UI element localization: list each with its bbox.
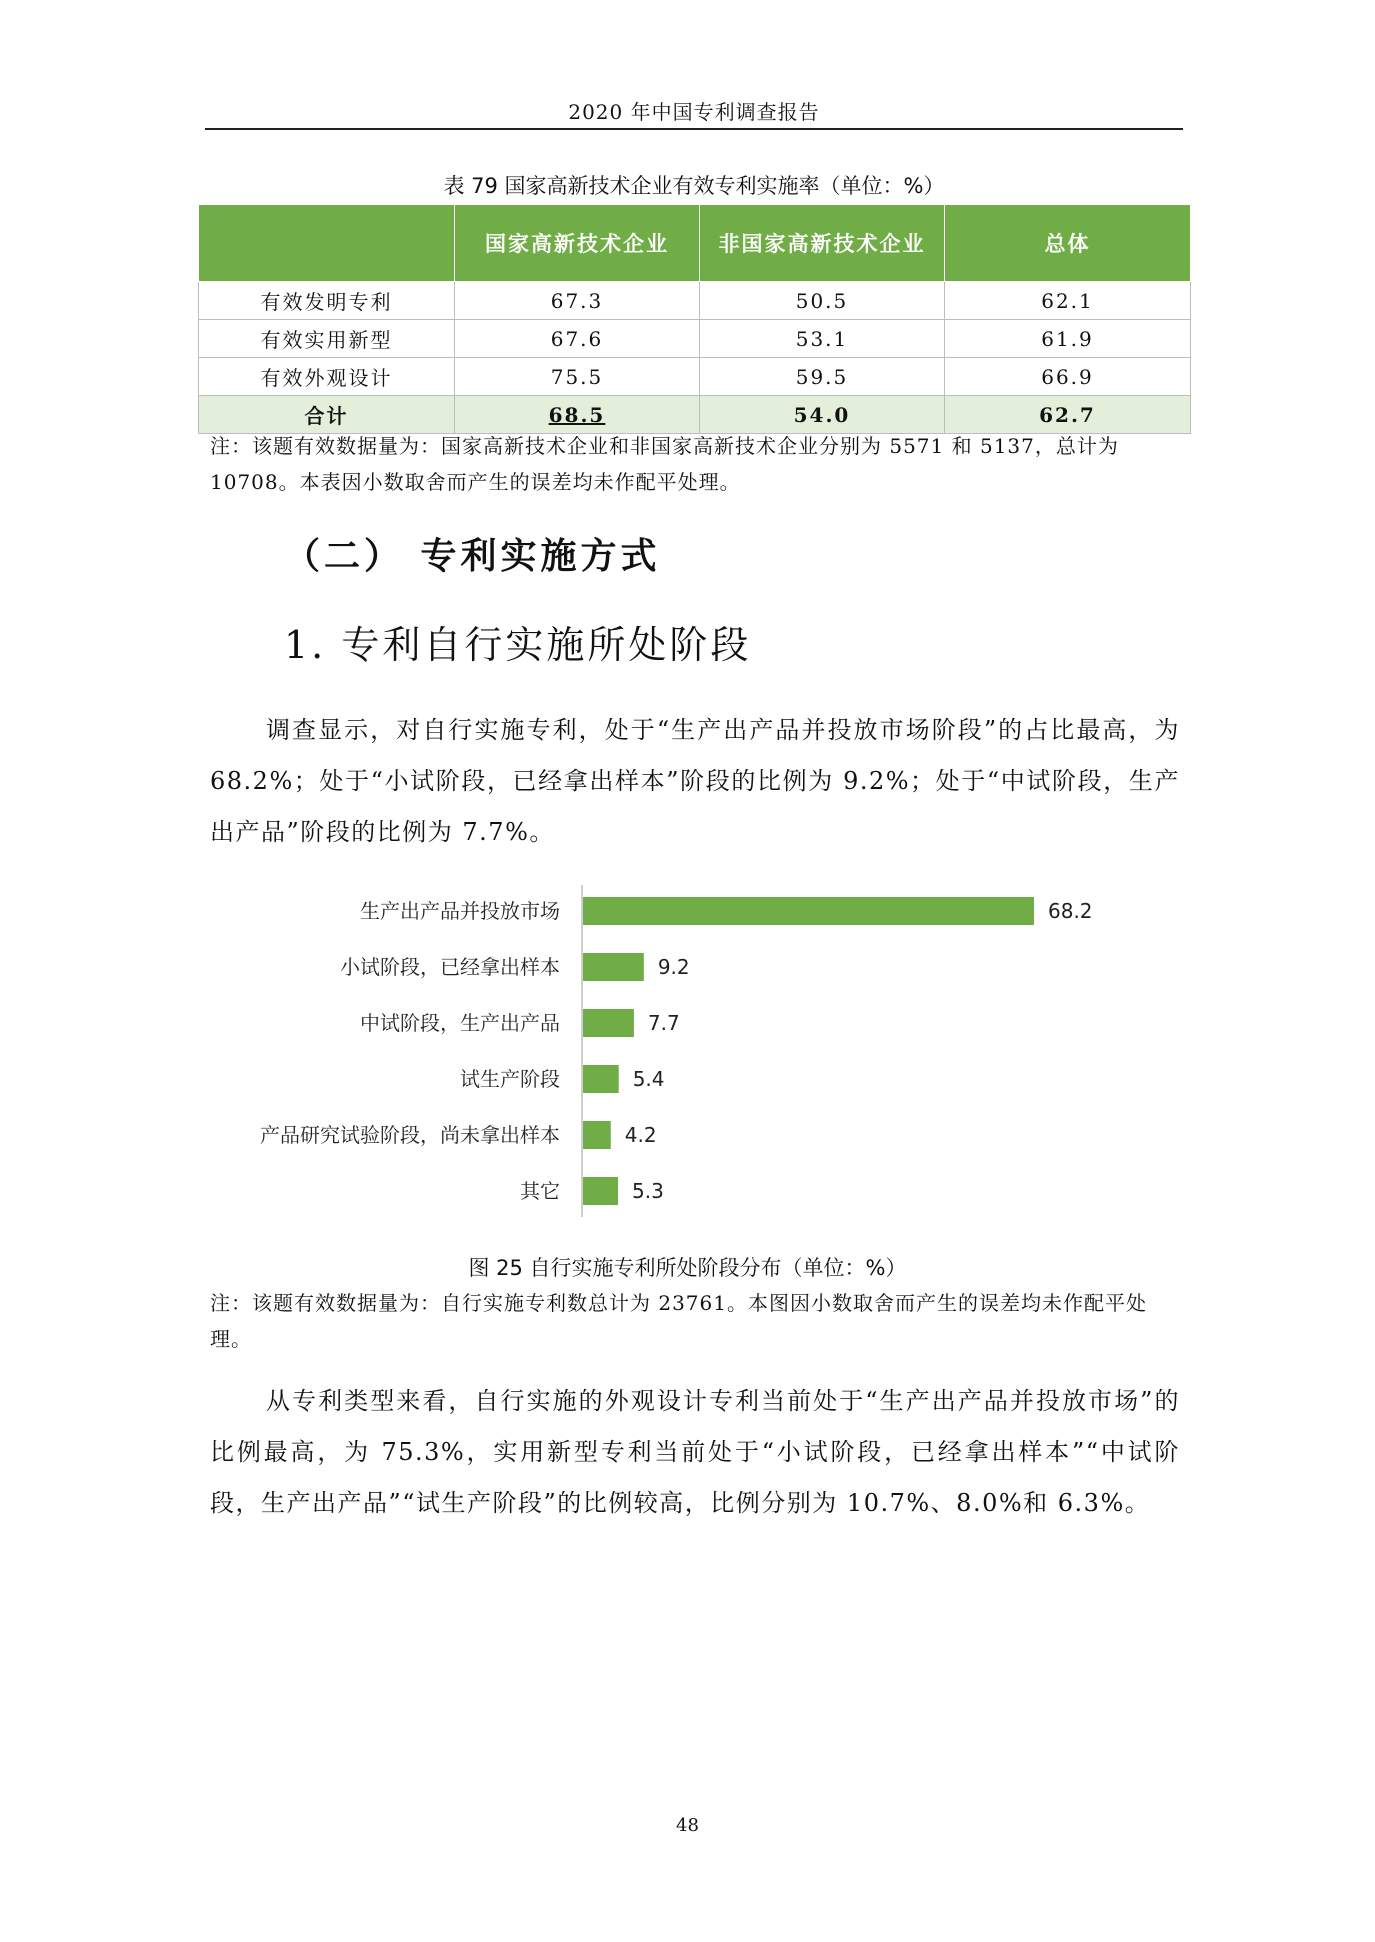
bar: [583, 1009, 634, 1037]
row-label: 有效外观设计: [199, 358, 455, 396]
bar-chart: [0, 880, 1375, 1220]
column-header: 总体: [945, 205, 1191, 282]
row-label: 有效发明专利: [199, 282, 455, 320]
chart-note: 注：该题有效数据量为：自行实施专利数总计为 23761。本图因小数取舍而产生的误差均未作配平处理。: [210, 1291, 1147, 1351]
paragraph-1: 调查显示，对自行实施专利，处于“生产出产品并投放市场阶段”的占比最高，为 68.2%；处于“小试阶段，已经拿出样本”阶段的比例为 9.2%；处于“中试阶段，生产出产品”阶段的比例为 7.7%。: [210, 716, 1180, 846]
table-cell: 61.9: [945, 320, 1191, 358]
column-header: [199, 205, 455, 282]
category-label: 试生产阶段: [460, 1067, 560, 1091]
data-label: 68.2: [1048, 899, 1093, 923]
table-row: [199, 282, 1191, 320]
table-row: [199, 358, 1191, 396]
category-label: 其它: [520, 1179, 560, 1203]
total-cell: 54.0: [700, 396, 945, 434]
data-table: [198, 204, 1191, 434]
data-label: 9.2: [657, 955, 690, 979]
table-cell: 50.5: [700, 282, 945, 320]
data-label: 5.3: [632, 1179, 664, 1203]
page-number: 48: [676, 1815, 699, 1836]
header-rule: [205, 128, 1183, 130]
data-label: 4.2: [624, 1123, 657, 1147]
table-cell: 67.6: [455, 320, 700, 358]
category-label: 小试阶段，已经拿出样本: [340, 955, 560, 979]
table-row: [199, 320, 1191, 358]
category-label: 产品研究试验阶段，尚未拿出样本: [260, 1123, 560, 1147]
table-header-row: [199, 205, 1191, 282]
bar: [583, 1177, 618, 1205]
table-cell: 66.9: [945, 358, 1191, 396]
chart-caption: 图 25 自行实施专利所处阶段分布（单位：%）: [468, 1256, 907, 1280]
column-header: 非国家高新技术企业: [700, 205, 945, 282]
bar: [583, 1065, 619, 1093]
table-cell: 59.5: [700, 358, 945, 396]
table-cell: 75.5: [455, 358, 700, 396]
data-label: 7.7: [647, 1011, 680, 1035]
subsection-heading: 1. 专利自行实施所处阶段: [284, 623, 752, 667]
data-label: 5.4: [632, 1067, 665, 1091]
column-header: 国家高新技术企业: [455, 205, 700, 282]
paragraph-2: 从专利类型来看，自行实施的外观设计专利当前处于“生产出产品并投放市场”的比例最高，为 75.3%，实用新型专利当前处于“小试阶段，已经拿出样本”“中试阶段，生产出产品”“试生产阶段”的比例较高，比例分别为 10.7%、8.0%和 6.3%。: [210, 1387, 1180, 1517]
category-label: 中试阶段，生产出产品: [360, 1011, 560, 1035]
table-cell: 62.1: [945, 282, 1191, 320]
row-label: 有效实用新型: [199, 320, 455, 358]
category-label: 生产出产品并投放市场: [360, 899, 560, 923]
table-cell: 67.3: [455, 282, 700, 320]
bar: [583, 897, 1034, 925]
table-note: 注：该题有效数据量为：国家高新技术企业和非国家高新技术企业分别为 5571 和 5137，总计为 10708。本表因小数取舍而产生的误差均未作配平处理。: [210, 434, 1119, 494]
table-caption: 表 79 国家高新技术企业有效专利实施率（单位：%）: [443, 174, 945, 198]
section-heading: （二） 专利实施方式: [284, 535, 661, 577]
table-cell: 53.1: [700, 320, 945, 358]
bar: [583, 953, 644, 981]
running-header: 2020 年中国专利调查报告: [568, 100, 820, 124]
total-cell: 68.5: [455, 396, 700, 434]
bar: [583, 1121, 611, 1149]
total-cell: 62.7: [945, 396, 1191, 434]
total-label: 合计: [199, 396, 455, 434]
